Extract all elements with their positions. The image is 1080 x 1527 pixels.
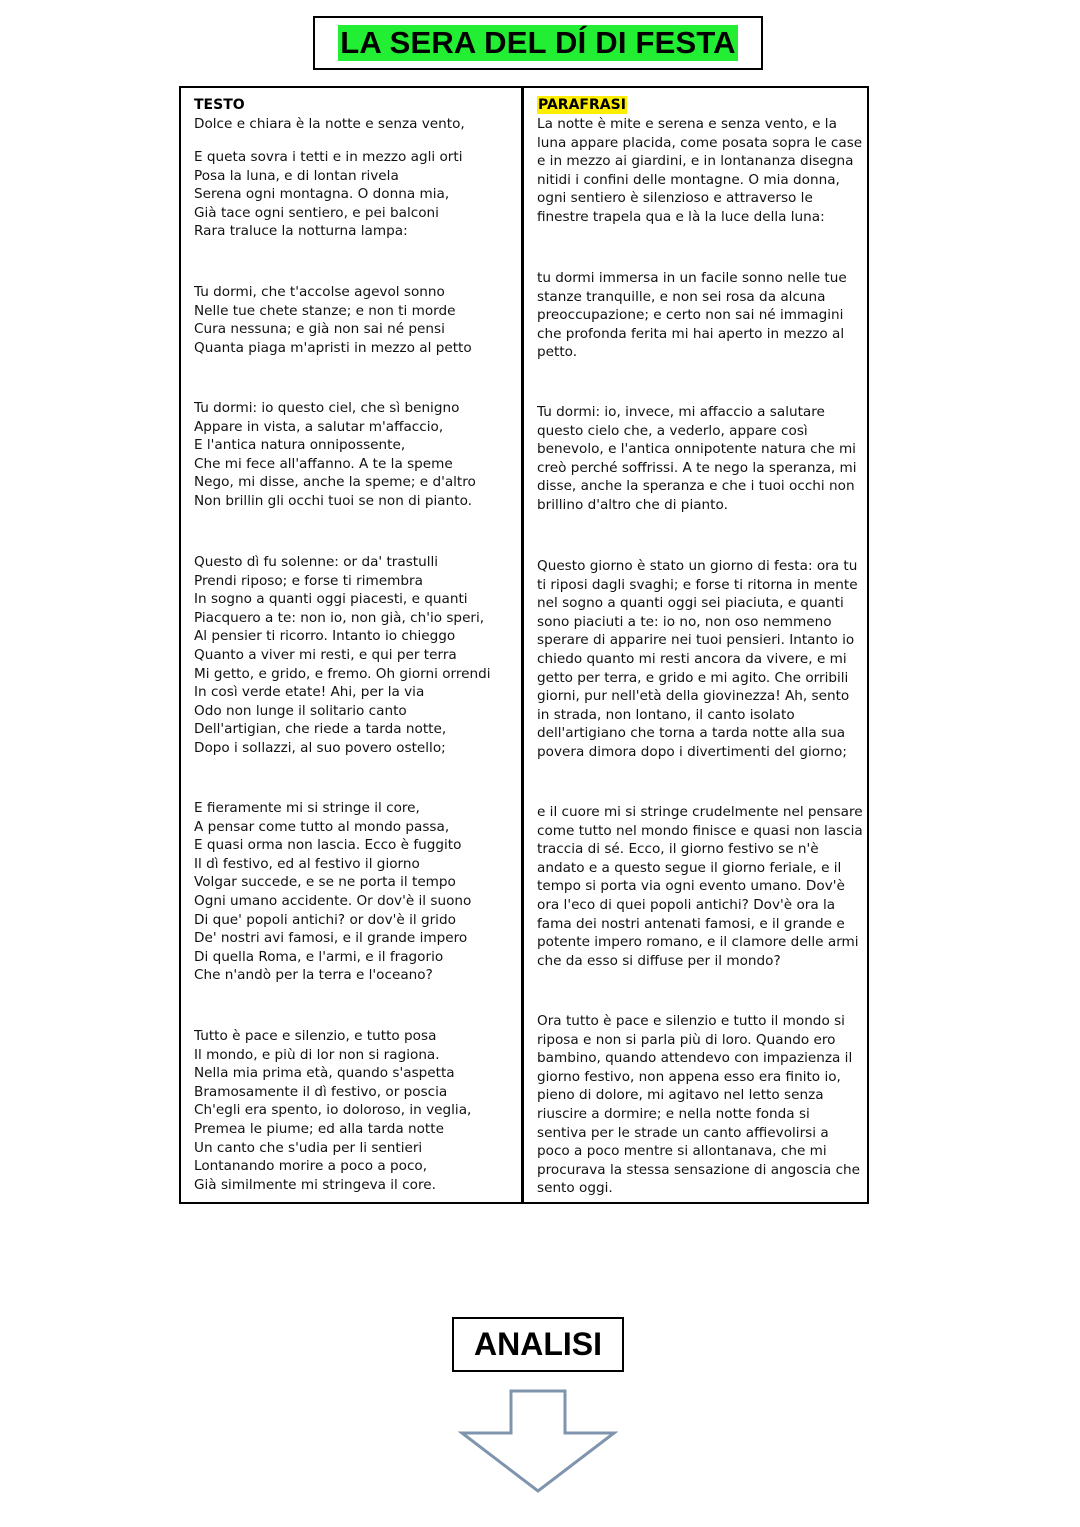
down-arrow-icon: [458, 1388, 618, 1494]
testo-stanza-4: Tu dormi: io questo ciel, che sì benigno Appare in vista, a salutar m'affaccio, E l'antica natura onnipossente, Che mi fece all'affanno. A te la speme Nego, mi disse, anche la speme; e d'altro Non brillin gli occhi tuoi se non di pianto.: [194, 400, 476, 509]
testo-stanza-2: E queta sovra i tetti e in mezzo agli orti Posa la luna, e di lontan rivela Serena ogni montagna. O donna mia, Già tace ogni sentiero, e pei balconi Rara traluce la notturna lampa:: [194, 149, 463, 240]
testo-stanza-1: Dolce e chiara è la notte e senza vento,: [194, 116, 465, 132]
page-title: LA SERA DEL DÍ DI FESTA: [340, 25, 736, 60]
testo-stanza-3: Tu dormi, che t'accolse agevol sonno Nelle tue chete stanze; e non ti morde Cura nessuna; e già non sai né pensi Quanta piaga m'apristi in mezzo al petto: [194, 284, 472, 356]
testo-stanza-5: Questo dì fu solenne: or da' trastulli Prendi riposo; e forse ti rimembra In sogno a quanti oggi piacesti, e quanti Piacquero a te: non io, non già, ch'io speri, Al pensier ti ricorro. Intanto io chieggo Quanto a viver mi resti, e qui per terra Mi getto, e grido, e fremo. Oh giorni orrendi In così verde etate! Ahi, per la via Odo non lunge il solitario canto Dell'artigian, che riede a tarda notte, Dopo i sollazzi, al suo povero ostello;: [194, 554, 491, 756]
parafrasi-stanza-3: Tu dormi: io, invece, mi affaccio a salutare questo cielo che, a vederlo, appare così benevolo, e l'antica onnipotente natura che mi creò perché soffrissi. A te nego la speranza, mi disse, anche la speranza e che i tuoi occhi non brillino d'altro che di pianto.: [537, 404, 857, 513]
parafrasi-stanza-5: e il cuore mi si stringe crudelmente nel pensare come tutto nel mondo finisce e quasi non lascia traccia di sé. Ecco, il giorno festivo se n'è andato e a questo segue il giorno feriale, e il tempo si porta via ogni evento umano. Dov'è ora l'eco di quei popoli antichi? Dov'è ora la fama dei nostri antenati famosi, e il grande e potente impero romano, e il clamore delle armi che da esso si diffuse per il mondo?: [537, 804, 863, 969]
down-arrow-shape: [462, 1391, 614, 1491]
parafrasi-stanza-4: Questo giorno è stato un giorno di festa: ora tu ti riposi dagli svaghi; e forse ti ritorna in mente nel sogno a quanti oggi sei piaciuta, e quanti sono piaciuti a te: io no, non oso nemmeno sperare di apparire nei tuoi pensieri. Intanto io chiedo quanto mi resti ancora da vivere, e mi getto per terra, e grido e mi agito. Che orribili giorni, pur nell'età della giovinezza! Ah, sento in strada, non lontano, il canto isolato dell'artigiano che torna a tarda notte alla sua povera dimora dopo i divertimenti del giorno;: [537, 558, 858, 760]
parafrasi-stanza-2: tu dormi immersa in un facile sonno nelle tue stanze tranquille, e non sei rosa da alcuna preoccupazione; e certo non sai né immagini che profonda ferita mi hai aperto in mezzo al petto.: [537, 270, 847, 361]
poem-table: [179, 86, 869, 1204]
title-box: [313, 16, 763, 70]
analisi-box: [452, 1317, 624, 1372]
parafrasi-column: [522, 86, 869, 1204]
parafrasi-stanza-1: La notte è mite e serena e senza vento, e la luna appare placida, come posata sopra le case e in mezzo ai giardini, e in lontananza disegna nitidi i confini delle montagne. O mia donna, ogni sentiero è silenzioso e attraverso le finestre trapela qua e là la luce della luna:: [537, 116, 863, 225]
testo-stanza-6: E fieramente mi si stringe il core, A pensar come tutto al mondo passa, E quasi orma non lascia. Ecco è fuggito Il dì festivo, ed al festivo il giorno Volgar succede, e se ne porta il tempo Ogni umano accidente. Or dov'è il suono Di que' popoli antichi? or dov'è il grido De' nostri avi famosi, e il grande impero Di quella Roma, e l'armi, e il fragorio Che n'andò per la terra e l'oceano?: [194, 800, 472, 984]
testo-header: TESTO: [194, 97, 245, 113]
analisi-label: ANALISI: [474, 1326, 602, 1362]
testo-column: [179, 86, 523, 1204]
parafrasi-stanza-6: Ora tutto è pace e silenzio e tutto il mondo si riposa e non si parla più di loro. Quando ero bambino, quando attendevo con impazienza il giorno festivo, non appena esso era finito io, pieno di dolore, mi agitavo nel letto senza riuscire a dormire; e nella notte fonda si sentiva per le strade un canto affievolirsi a poco a poco mentre si allontanava, che mi procurava la stessa sensazione di angoscia che sento oggi.: [537, 1013, 861, 1197]
testo-stanza-7: Tutto è pace e silenzio, e tutto posa Il mondo, e più di lor non si ragiona. Nella mia prima età, quando s'aspetta Bramosamente il dì festivo, or poscia Ch'egli era spento, io doloroso, in veglia, Premea le piume; ed alla tarda notte Un canto che s'udia per li sentieri Lontanando morire a poco a poco, Già similmente mi stringeva il core.: [194, 1028, 472, 1193]
parafrasi-header: PARAFRASI: [538, 97, 626, 113]
